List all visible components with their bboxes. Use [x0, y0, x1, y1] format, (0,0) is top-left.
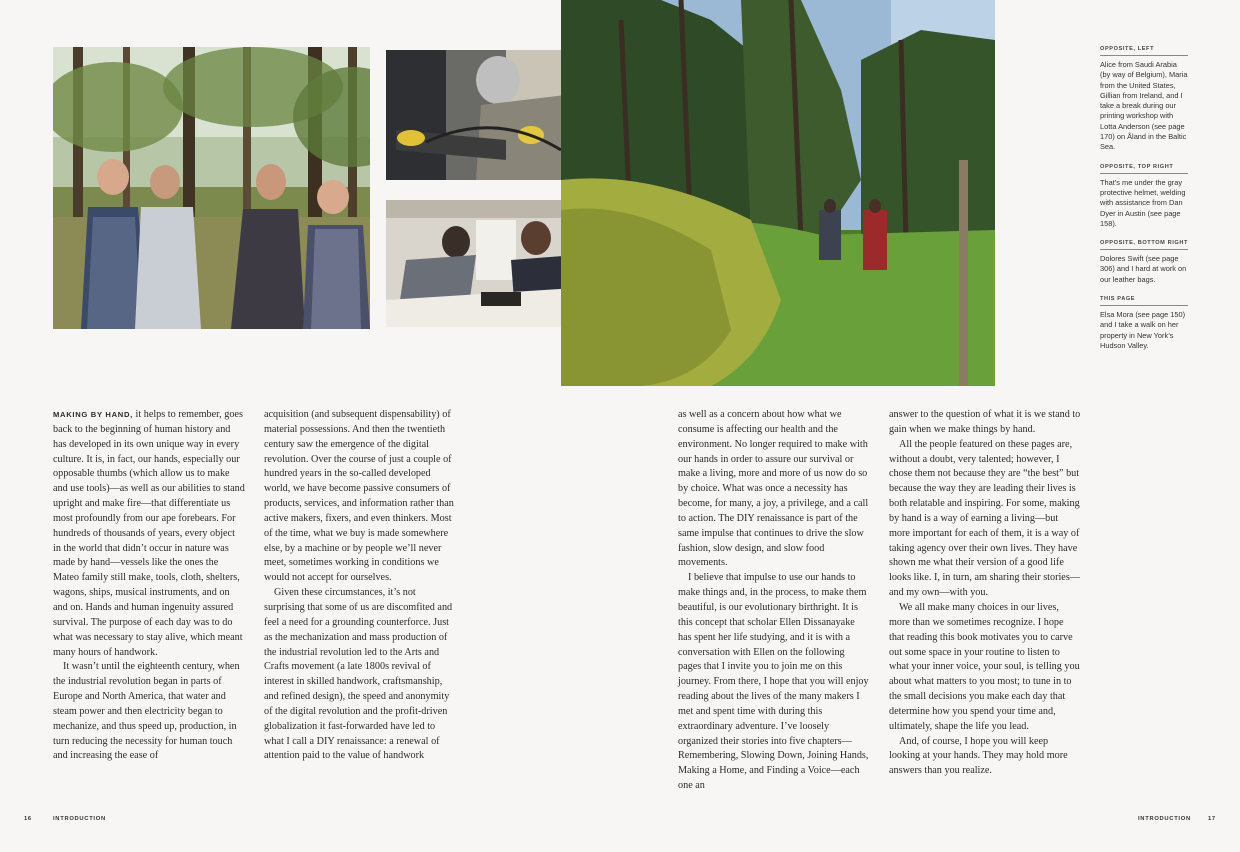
caption-this-page [1100, 296, 1188, 351]
paragraph: And, of course, I hope you will keep looking at your hands. They may hold more answers than you realize. [889, 735, 1068, 777]
paragraph: It wasn’t until the eighteenth century, when the industrial revolution began in parts of Europe and North America, that water and steam power and then electricity began to mechanize, and thus speed up, production, in turn reducing the necessity for human touch and increasing the ease of [53, 661, 240, 762]
caption-heading: OPPOSITE, BOTTOM RIGHT [1100, 240, 1188, 250]
photo-walk-on-property [561, 0, 995, 386]
paragraph: Given these circumstances, it’s not surprising that some of us are discomfited and feel a need for a grounding counterforce. Just as the mechanization and mass production of the industrial revolution led to the Arts and Crafts movement (a late 1800s revival of interest in skilled handwork, craftsmanship, and refined design), the speed and anonymity of the digital revolution and the profit-driven globalization it fast-forwarded have led to what I call a DIY renaissance: a renewal of attention paid to the value of handwork [264, 587, 453, 762]
body-column-2 [264, 408, 456, 764]
paragraph: acquisition (and subsequent dispensability) of material possessions. And then the twentieth century saw the emergence of the digital revolution. Over the course of just a couple of hundred years in the so-called developed world, we have become passive consumers of products, services, and information rather than active makers, fixers, and even thinkers. Most of the time, what we buy is made somewhere else, by a machine or by people we’ll never meet, sometimes working in conditions we would not accept for ourselves. [264, 409, 454, 584]
body-column-1 [53, 408, 245, 764]
paragraph-text: it helps to remember, goes back to the beginning of human history and has developed in its own unique way in every culture. It is, in fact, our hands, especially our opposable thumbs (which allow us to make and use tools)—as well as our abilities to stand upright and make fire—that differentiate us most profoundly from our ape forebears. For hundreds of thousands of years, every object in the world that didn’t occur in nature was made by hand—vessels like the ones the Mateo family still make, tools, cloth, shelters, wagons, ships, musical instruments, and on and on. Hands and human ingenuity assured survival. The purpose of each day was to do what was necessary to stay alive, which meant many hours of handwork. [53, 409, 245, 658]
body-column-4 [889, 408, 1081, 779]
caption-opposite-bottom-right [1100, 240, 1188, 285]
paragraph [53, 408, 245, 660]
caption-opposite-left [1100, 46, 1188, 153]
paragraph: We all make many choices in our lives, more than we sometimes recognize. I hope that reading this book motivates you to carve out some space in your routine to listen to what your inner voice, your soul, is telling you about what matters to you most; to tune in to the small decisions you make each day that determine how you spend your time and, ultimately, shape the life you lead. [889, 601, 1080, 732]
caption-heading: OPPOSITE, TOP RIGHT [1100, 164, 1188, 174]
body-column-3 [678, 408, 870, 794]
photo-welding [386, 50, 576, 180]
paragraph: All the people featured on these pages are, without a doubt, very talented; however, I chose them not because they are “the best” but because the way they are leading their lives is both relatable and inspiring. For some, making by hand is a way of earning a living—but more important for each of them, it is a way of taking agency over their own lives. They have shown me what their version of a good life looks like. I, in turn, am sharing their stories—and my own—with you. [889, 438, 1080, 599]
running-footer-right: INTRODUCTION [1138, 816, 1191, 822]
page-number-left: 16 [24, 816, 32, 822]
photo-leather-work [386, 200, 576, 327]
caption-text: Elsa Mora (see page 150) and I take a walk on her property in New York’s Hudson Valley. [1100, 310, 1186, 350]
photo-captions [1100, 46, 1188, 362]
caption-heading: OPPOSITE, LEFT [1100, 46, 1188, 56]
running-footer-left: INTRODUCTION [53, 816, 106, 822]
caption-heading: THIS PAGE [1100, 296, 1188, 306]
lead-in: MAKING BY HAND, [53, 410, 133, 419]
page-number-right: 17 [1208, 816, 1216, 822]
caption-text: Dolores Swift (see page 306) and I hard at work on our leather bags. [1100, 254, 1187, 284]
caption-text: Alice from Saudi Arabia (by way of Belgium), Maria from the United States, Gillian from Ireland, and I take a break during our printing workshop with Lotta Anderson (see page 170) on Åland in the Baltic Sea. [1100, 60, 1188, 152]
paragraph: answer to the question of what it is we stand to gain when we make things by hand. [889, 409, 1081, 435]
photo-four-women-in-forest [53, 47, 370, 329]
paragraph: I believe that impulse to use our hands to make things and, in the process, to make them beautiful, is our evolutionary birthright. It is this concept that scholar Ellen Dissanayake has spent her life studying, and it is with a conversation with Ellen on the following pages that I invite you to join me on this journey. From there, I hope that you will enjoy reading about the lives of the many makers I met and spent time with during this extraordinary adventure. I’ve loosely organized their stories into five chapters—Remembering, Slowing Down, Joining Hands, Making a Home, and Finding a Voice—each one an [678, 572, 869, 792]
caption-opposite-top-right [1100, 164, 1188, 229]
paragraph: as well as a concern about how what we consume is affecting our health and the environment. No longer required to make with our hands in order to assure our survival or make a living, more and more of us now do so by choice. What was once a necessity has become, for many, a joy, a privilege, and a call to action. The DIY renaissance is part of the same impulse that continues to drive the slow fashion, slow design, and slow food movements. [678, 409, 869, 569]
caption-text: That’s me under the gray protective helmet, welding with assistance from Dan Dyer in Austin (see page 158). [1100, 177, 1186, 228]
